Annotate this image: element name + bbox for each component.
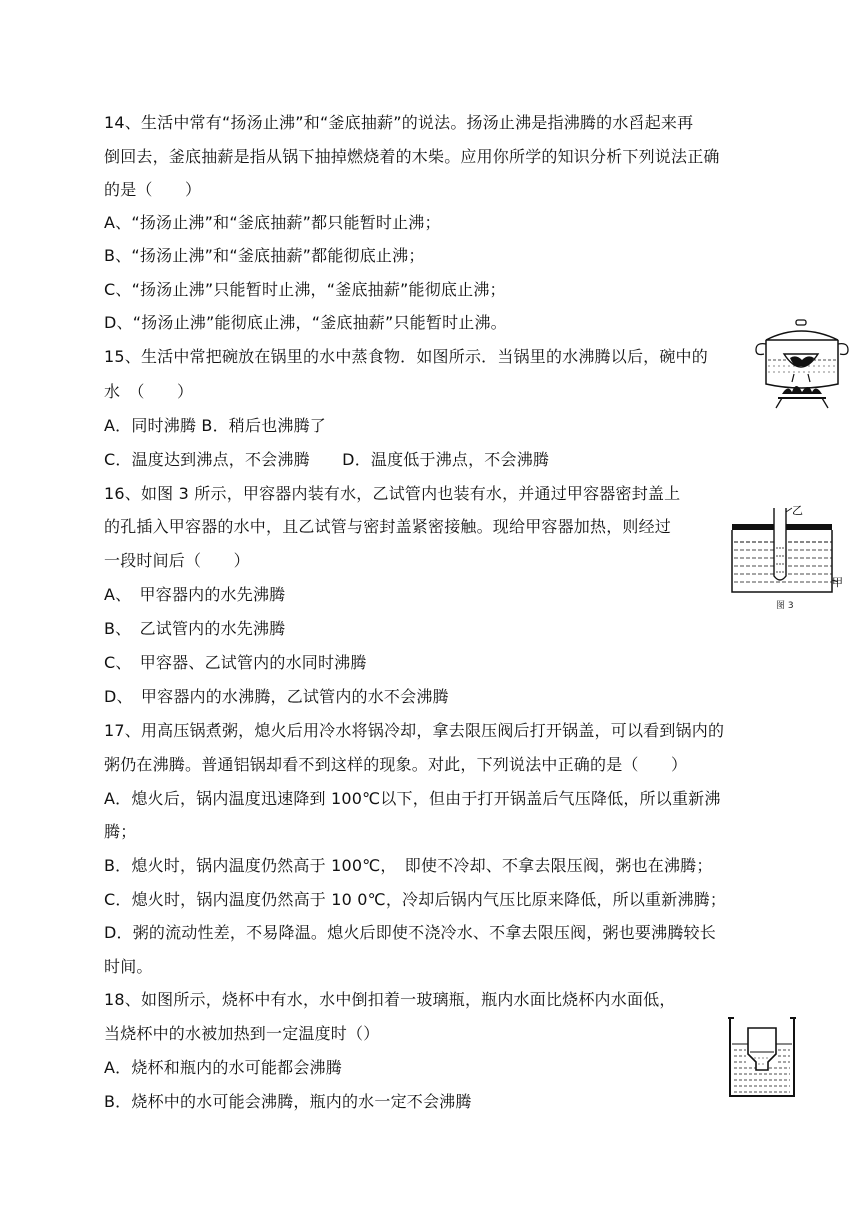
q15-line-2: 水 （ ） xyxy=(104,382,194,401)
q18-option-a: A．烧杯和瓶内的水可能都会沸腾 xyxy=(104,1058,342,1077)
q17-line-2: 粥仍在沸腾。普通铝锅却看不到这样的现象。对此，下列说法中正确的是（ ） xyxy=(104,755,688,774)
q17-option-a: A．熄火后，锅内温度迅速降到 100℃以下，但由于打开锅盖后气压降低，所以重新沸 xyxy=(104,789,721,808)
steaming-pot-figure xyxy=(752,318,852,410)
q14-option-c: C、“扬汤止沸”只能暂时止沸，“釜底抽薪”能彻底止沸； xyxy=(104,280,506,299)
beaker-bottle-figure xyxy=(726,1014,798,1100)
q16-line-3: 一段时间后（ ） xyxy=(104,551,250,570)
q16-option-c: C、 甲容器、乙试管内的水同时沸腾 xyxy=(104,653,367,672)
q15-option-ab: A．同时沸腾 B．稍后也沸腾了 xyxy=(104,416,327,435)
tube-label: 乙 xyxy=(792,504,803,517)
q16-line-1: 16、如图 3 所示，甲容器内装有水，乙试管内也装有水，并通过甲容器密封盖上 xyxy=(104,484,681,503)
q14-option-b: B、“扬汤止沸”和“釜底抽薪”都能彻底止沸； xyxy=(104,246,425,265)
q17-option-d-cont: 时间。 xyxy=(104,957,153,976)
q14-line-3: 的是（ ） xyxy=(104,180,202,199)
q15-option-cd: C．温度达到沸点，不会沸腾 D．温度低于沸点，不会沸腾 xyxy=(104,450,550,469)
q17-option-c: C．熄火时，锅内温度仍然高于 10 0℃，冷却后锅内气压比原来降低，所以重新沸腾； xyxy=(104,890,727,909)
container-tube-figure xyxy=(728,502,850,614)
q17-line-1: 17、用高压锅煮粥，熄火后用冷水将锅冷却，拿去限压阀后打开锅盖，可以看到锅内的 xyxy=(104,721,725,740)
q16-option-a: A、 甲容器内的水先沸腾 xyxy=(104,585,286,604)
q18-line-2: 当烧杯中的水被加热到一定温度时（） xyxy=(104,1024,380,1043)
q16-line-2: 的孔插入甲容器的水中，且乙试管与密封盖紧密接触。现给甲容器加热，则经过 xyxy=(104,517,672,536)
container-label: 甲 xyxy=(832,576,843,589)
q14-line-1: 14、生活中常有“扬汤止沸”和“釜底抽薪”的说法。扬汤止沸是指沸腾的水舀起来再 xyxy=(104,113,694,132)
q18-line-1: 18、如图所示，烧杯中有水，水中倒扣着一玻璃瓶，瓶内水面比烧杯内水面低， xyxy=(104,990,676,1009)
q17-option-d: D．粥的流动性差，不易降温。熄火后即使不浇冷水、不拿去限压阀，粥也要沸腾较长 xyxy=(104,923,716,942)
q14-option-d: D、“扬汤止沸”能彻底止沸，“釜底抽薪”只能暂时止沸。 xyxy=(104,313,507,332)
q17-option-a-cont: 腾； xyxy=(104,822,137,841)
q16-option-d: D、 甲容器内的水沸腾，乙试管内的水不会沸腾 xyxy=(104,687,449,706)
q15-line-1: 15、生活中常把碗放在锅里的水中蒸食物．如图所示．当锅里的水沸腾以后，碗中的 xyxy=(104,347,708,366)
figure-3-caption: 图 3 xyxy=(776,601,794,611)
q18-option-b: B．烧杯中的水可能会沸腾，瓶内的水一定不会沸腾 xyxy=(104,1092,472,1111)
q17-option-b: B．熄火时，锅内温度仍然高于 100℃， 即使不冷却、不拿去限压阀，粥也在沸腾； xyxy=(104,856,713,875)
q14-option-a: A、“扬汤止沸”和“釜底抽薪”都只能暂时止沸； xyxy=(104,213,441,232)
q16-option-b: B、 乙试管内的水先沸腾 xyxy=(104,619,286,638)
q14-line-2: 倒回去，釜底抽薪是指从锅下抽掉燃烧着的木柴。应用你所学的知识分析下列说法正确 xyxy=(104,147,720,166)
